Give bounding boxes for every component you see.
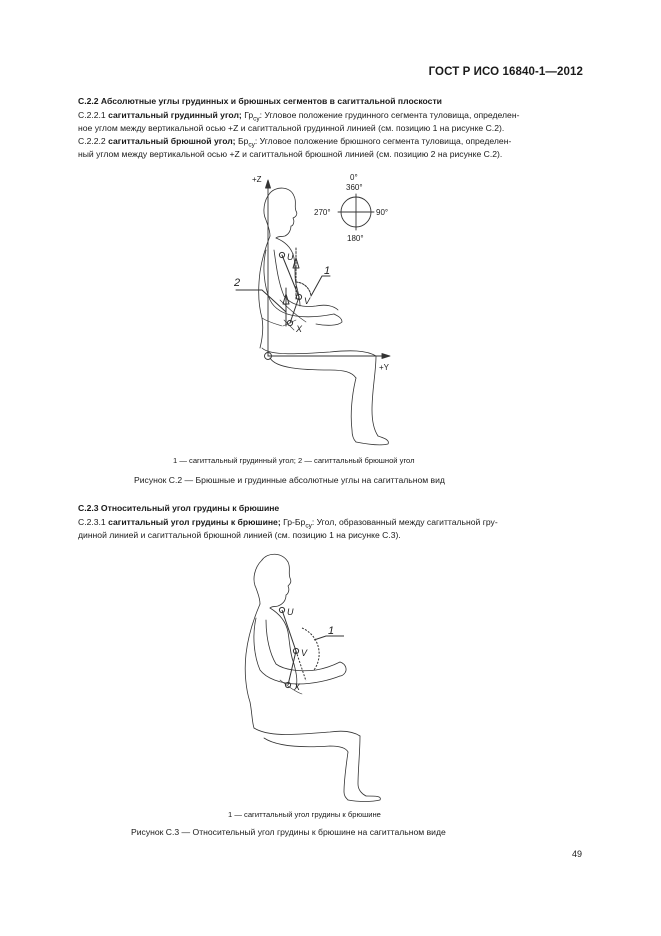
point-x-label: X xyxy=(296,324,303,334)
dial-label-90: 90° xyxy=(376,208,389,217)
symbol: Гр xyxy=(244,110,254,120)
dial-label-360: 360° xyxy=(346,183,363,192)
callout-1: 1 xyxy=(324,265,331,277)
term: сагиттальный угол грудины к брюшине; xyxy=(108,517,281,527)
clause-number: С.2.2.2 xyxy=(78,136,106,146)
figure-c2-caption: Рисунок С.2 — Брюшные и грудинные абсолютные углы на сагиттальном вид xyxy=(134,475,445,485)
figure-c2-legend: 1 — сагиттальный грудинный угол; 2 — сагиттальный брюшной угол xyxy=(173,456,415,465)
clause-number: С.2.2.1 xyxy=(78,110,106,120)
dial-label-180: 180° xyxy=(347,234,364,243)
paragraph-c221-cont: ное углом между вертикальной осью +Z и сагиттальной грудинной линией (см. позицию 1 на рисунке С.2). xyxy=(78,123,505,133)
paragraph-c222-cont: ный углом между вертикальной осью +Z и сагиттальной брюшной линией (см. позицию 2 на рисунке С.2). xyxy=(78,149,503,159)
z-axis-label: +Z xyxy=(252,175,262,184)
callout-2: 2 xyxy=(234,277,241,289)
point-u-label: U xyxy=(287,607,294,617)
segment-lines-c3 xyxy=(279,607,344,687)
term: сагиттальный грудинный угол; xyxy=(108,110,242,120)
page-number: 49 xyxy=(571,849,582,859)
term: сагиттальный брюшной угол; xyxy=(108,136,236,146)
standard-header: ГОСТ Р ИСО 16840-1—2012 xyxy=(428,66,583,78)
figure-c3-caption: Рисунок С.3 — Относительный угол грудины к брюшине на сагиттальном виде xyxy=(131,827,446,837)
symbol-subscript: cy xyxy=(253,115,260,123)
point-u-label: U xyxy=(287,252,294,262)
symbol-subscript: cy xyxy=(248,141,255,149)
symbol: Гр-Бр xyxy=(283,517,306,527)
section-heading-c22: С.2.2 Абсолютные углы грудинных и брюшных сегментов в сагиттальной плоскости xyxy=(78,96,442,106)
clause-number: С.2.3.1 xyxy=(78,517,106,527)
point-x-label: X xyxy=(294,682,301,692)
dial-label-270: 270° xyxy=(314,208,331,217)
y-axis-label: +Y xyxy=(379,363,390,372)
paragraph-c231-cont: динной линией и сагиттальной брюшной линией (см. позицию 1 на рисунке С.3). xyxy=(78,530,401,540)
callout-1: 1 xyxy=(328,625,335,637)
definition-line-1: : Угловое положение грудинного сегмента туловища, определен- xyxy=(259,110,520,120)
symbol-subscript: cy xyxy=(305,522,312,530)
point-v-label: V xyxy=(301,648,308,658)
figure-c3-legend: 1 — сагиттальный угол грудины к брюшине xyxy=(228,810,381,819)
definition-line-1: : Угловое положение брюшного сегмента туловища, определен- xyxy=(254,136,512,146)
seated-person-c3 xyxy=(245,554,380,801)
dial-label-0: 0° xyxy=(350,173,358,182)
symbol: Бр xyxy=(237,136,249,146)
section-heading-c23: С.2.3 Относительный угол грудины к брюшине xyxy=(78,503,280,513)
point-v-label: V xyxy=(304,296,311,306)
definition-line-1: : Угол, образованный между сагиттальной гру- xyxy=(311,517,498,527)
